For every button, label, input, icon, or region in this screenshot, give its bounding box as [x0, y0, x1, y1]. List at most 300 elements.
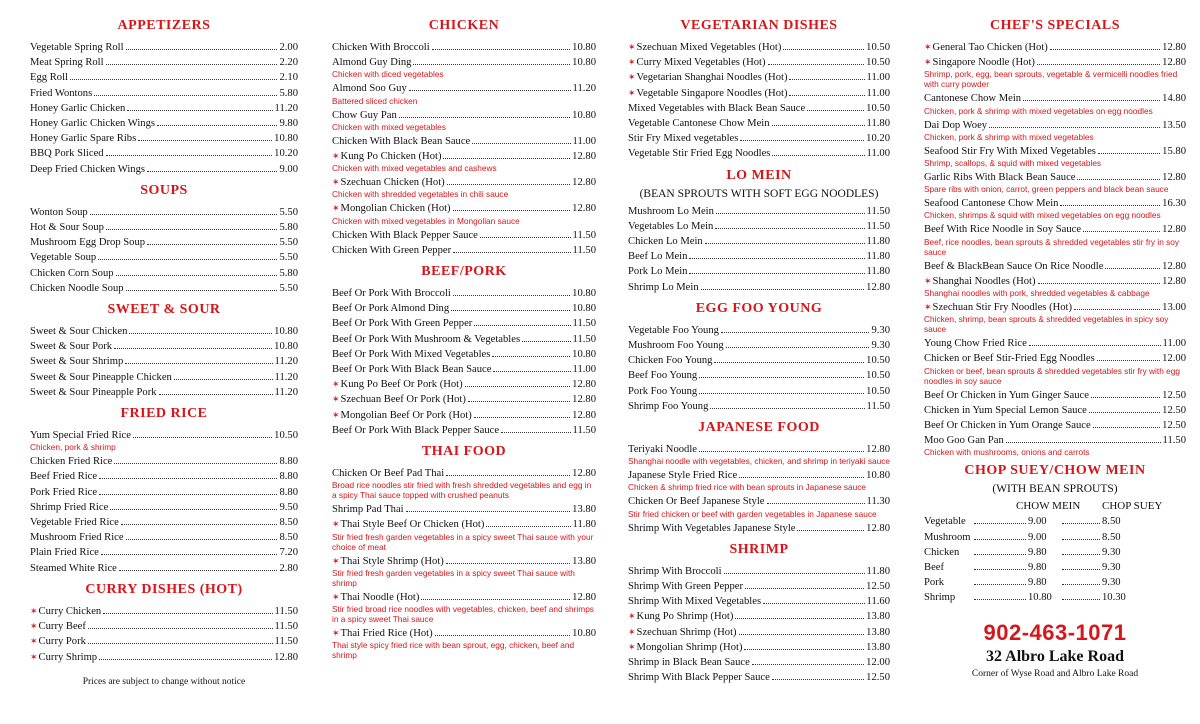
item-description: Stir fried chicken or beef with garden vegetables in Japanese sauce [628, 508, 877, 519]
chop-suey-price: 10.30 [1102, 592, 1126, 604]
menu-item [332, 40, 596, 55]
menu-item [628, 219, 890, 234]
item-description: Stir fried fresh garden vegetables in a spicy sweet Thai sauce with shrimp [332, 567, 575, 588]
hot-pepper-icon: ✶ [628, 57, 636, 68]
leader-dots [126, 539, 278, 540]
menu-item [30, 634, 298, 649]
item-price: 12.80 [572, 591, 596, 603]
item-name: Shrimp [924, 592, 956, 604]
item-description: Spare ribs with onion, carrot, green peppers and black bean sauce [924, 184, 1169, 195]
leader-dots [106, 64, 278, 65]
leader-dots [989, 127, 1160, 128]
menu-item [30, 561, 298, 576]
item-name: Shrimp in Black Bean Sauce [628, 657, 750, 669]
leader-dots [399, 117, 570, 118]
item-name: Beef & BlackBean Sauce On Rice Noodle [924, 260, 1104, 272]
menu-item [332, 590, 596, 605]
section-title: BEEF/PORK [421, 264, 507, 280]
item-name: Yum Special Fried Rice [30, 430, 131, 442]
leader-dots [807, 110, 864, 111]
leader-dots [121, 524, 278, 525]
menu-item [332, 134, 596, 149]
item-price: 11.80 [866, 565, 890, 577]
item-name: Wonton Soup [30, 206, 88, 218]
item-name: General Tao Chicken (Hot) [932, 42, 1048, 53]
item-description: Chicken, pork & shrimp [30, 442, 116, 453]
item-description: Chicken, pork & shrimp with mixed vegetables on egg noodles [924, 105, 1153, 116]
menu-item [628, 70, 890, 85]
menu-item [628, 234, 890, 249]
menu-item [924, 336, 1186, 351]
item-name: Sweet & Sour Pork [30, 341, 113, 353]
item-name: BBQ Pork Sliced [30, 148, 104, 160]
leader-dots [99, 494, 277, 495]
leader-dots [480, 237, 571, 238]
hot-pepper-icon: ✶ [332, 379, 340, 390]
menu-item [332, 332, 596, 347]
leader-dots [90, 214, 278, 215]
item-name: Beef Or Pork With Green Pepper [332, 318, 473, 330]
hot-pepper-icon: ✶ [628, 87, 636, 98]
leader-dots [99, 659, 272, 660]
menu-item [628, 442, 890, 457]
item-price: 13.80 [572, 504, 596, 516]
leader-dots [453, 210, 571, 211]
item-description: Shrimp, scallops, & squid with mixed vegetables [924, 158, 1102, 169]
item-name: Mushroom [924, 531, 971, 543]
menu-item [30, 131, 298, 146]
item-description: Stir fried broad rice noodles with vegetables, chicken, beef and shrimps in a spicy sweet Thai sauce [332, 604, 594, 625]
item-price: 12.50 [1162, 389, 1186, 401]
menu-item [628, 353, 890, 368]
item-name: Shrimp With Green Pepper [628, 581, 744, 593]
chow-mein-header: CHOW MEIN [1016, 500, 1081, 513]
item-price: 12.80 [572, 203, 596, 215]
leader-dots [127, 110, 272, 111]
hot-pepper-icon: ✶ [30, 605, 38, 616]
section-title: SOUPS [140, 182, 188, 198]
item-description: Chicken, shrimps & squid with mixed vegetables on egg noodles [924, 210, 1161, 221]
item-price: 11.80 [866, 236, 890, 248]
item-price: 10.50 [866, 102, 890, 114]
leader-dots [125, 363, 272, 364]
leader-dots [70, 79, 277, 80]
item-name: Meat Spring Roll [30, 57, 104, 69]
leader-dots [116, 275, 278, 276]
item-name: Kung Po Shrimp (Hot) [636, 611, 734, 623]
leader-dots [94, 95, 277, 96]
chow-mein-price: 10.80 [1028, 592, 1052, 604]
chop-suey-header [924, 499, 1186, 514]
item-name: Beef Lo Mein [628, 251, 688, 263]
menu-item [628, 368, 890, 383]
chop-suey-section [924, 463, 1186, 605]
leader-dots [772, 155, 864, 156]
japanese-section [628, 420, 890, 536]
thai-section [332, 444, 596, 660]
item-price: 9.00 [279, 163, 298, 175]
menu-item [30, 220, 298, 235]
item-price: 10.80 [572, 348, 596, 360]
item-price: 2.80 [279, 562, 298, 574]
hot-pepper-icon: ✶ [924, 42, 932, 52]
leader-dots [1097, 360, 1160, 361]
menu-item [628, 146, 890, 161]
hot-pepper-icon: ✶ [332, 394, 340, 405]
leader-dots [451, 310, 570, 311]
item-name: Shrimp Pad Thai [332, 504, 404, 516]
item-price: 7.20 [279, 547, 298, 559]
leader-dots [701, 289, 865, 290]
menu-item [628, 625, 890, 640]
menu-item [628, 338, 890, 353]
item-name: Shrimp With Mixed Vegetables [628, 596, 762, 608]
hot-pepper-icon: ✶ [30, 636, 38, 647]
hot-pepper-icon: ✶ [332, 409, 340, 420]
leader-dots [752, 664, 864, 665]
item-name: Vegetable Singapore Noodles (Hot) [636, 87, 788, 99]
hot-pepper-icon: ✶ [332, 177, 340, 188]
item-name: Sweet & Sour Chicken [30, 326, 128, 338]
item-price: 10.80 [572, 628, 596, 640]
chop-suey-row [924, 590, 1186, 605]
leader-dots [716, 213, 865, 214]
leader-dots [432, 49, 571, 50]
chow-mein-price: 9.80 [1028, 562, 1047, 574]
chop-suey-row [924, 514, 1186, 529]
address: 32 Albro Lake Road [986, 647, 1124, 665]
menu-item [628, 579, 890, 594]
menu-item [628, 468, 890, 483]
item-price: 11.00 [572, 364, 596, 376]
item-price: 10.50 [866, 42, 890, 53]
leader-dots [147, 244, 277, 245]
leader-dots [789, 79, 864, 80]
leader-dots [472, 143, 570, 144]
hot-pepper-icon: ✶ [332, 591, 340, 602]
item-name: Vegetable Foo Young [628, 324, 719, 336]
item-name: Szechuan Mixed Vegetables (Hot) [636, 42, 782, 53]
menu-item [628, 55, 890, 70]
menu-item [924, 259, 1186, 274]
chop-suey-price: 8.50 [1102, 516, 1121, 528]
item-price: 5.80 [279, 267, 298, 279]
item-price: 10.20 [866, 133, 890, 145]
item-name: Shrimp Foo Young [628, 400, 709, 412]
item-description: Shanghai noodle with vegetables, chicken, and shrimp in teriyaki sauce [628, 456, 890, 467]
item-price: 12.80 [572, 409, 596, 421]
leader-dots [1037, 64, 1160, 65]
leader-dots [1062, 569, 1100, 570]
item-price: 10.20 [274, 148, 298, 160]
menu-item [628, 494, 890, 509]
beef-pork-section [332, 264, 596, 438]
menu-item [332, 626, 596, 641]
menu-item [628, 594, 890, 609]
section-subtitle: (BEAN SPROUTS WITH SOFT EGG NOODLES) [639, 187, 879, 200]
item-price: 12.80 [1162, 172, 1186, 184]
menu-item [924, 196, 1186, 211]
item-name: Mongolian Chicken (Hot) [340, 203, 451, 215]
leader-dots [106, 229, 278, 230]
hot-pepper-icon: ✶ [30, 651, 38, 662]
corner-note: Corner of Wyse Road and Albro Lake Road [971, 668, 1139, 679]
menu-item [30, 205, 298, 220]
leader-dots [740, 140, 864, 141]
menu-item [628, 640, 890, 655]
leader-dots [443, 158, 570, 159]
item-price: 11.20 [274, 386, 298, 398]
item-description: Thai style spicy fried rice with bean sprout, egg, chicken, beef and shrimp [332, 640, 575, 661]
hot-pepper-icon: ✶ [628, 641, 636, 652]
menu-item [30, 619, 298, 634]
item-price: 12.80 [572, 151, 596, 163]
leader-dots [714, 362, 864, 363]
item-name: Chicken With Black Bean Sauce [332, 135, 471, 147]
item-price: 12.80 [572, 468, 596, 480]
leader-dots [715, 228, 864, 229]
section-title: FRIED RICE [120, 406, 208, 422]
item-name: Mixed Vegetables with Black Bean Sauce [628, 102, 806, 114]
hot-pepper-icon: ✶ [924, 57, 932, 68]
section-title: SHRIMP [729, 541, 789, 557]
hot-pepper-icon: ✶ [628, 626, 636, 637]
item-price: 8.80 [279, 486, 298, 498]
item-name: Chicken Or Beef Pad Thai [332, 468, 445, 480]
leader-dots [699, 377, 864, 378]
item-name: Beef Or Pork With Black Pepper Sauce [332, 424, 500, 436]
leader-dots [447, 184, 570, 185]
menu-item [924, 300, 1186, 315]
menu-item [332, 108, 596, 123]
hot-pepper-icon: ✶ [924, 302, 932, 313]
item-name: Sweet & Sour Pineapple Chicken [30, 371, 172, 383]
leader-dots [699, 451, 864, 452]
leader-dots [974, 599, 1026, 600]
item-name: Dai Dop Woey [924, 119, 988, 131]
menu-item [628, 399, 890, 414]
menu-item [628, 86, 890, 101]
menu-item [30, 385, 298, 400]
hot-pepper-icon: ✶ [628, 42, 636, 52]
section-title: CHEF'S SPECIALS [989, 18, 1121, 33]
item-price: 13.80 [866, 641, 890, 653]
leader-dots [1062, 599, 1100, 600]
item-price: 2.20 [279, 57, 298, 69]
item-price: 11.00 [866, 87, 890, 99]
appetizers-section [30, 18, 298, 177]
menu-item [332, 362, 596, 377]
leader-dots [110, 509, 277, 510]
menu-item [332, 392, 596, 407]
menu-item [30, 86, 298, 101]
leader-dots [486, 526, 570, 527]
menu-item [628, 264, 890, 279]
item-price: 10.50 [866, 385, 890, 397]
item-description: Chicken with mixed vegetables in Mongolian sauce [332, 215, 520, 226]
item-name: Thai Fried Rice (Hot) [340, 628, 433, 640]
item-price: 12.50 [1162, 420, 1186, 432]
leader-dots [159, 394, 273, 395]
item-price: 2.00 [279, 42, 298, 53]
price-note: Prices are subject to change without notice [82, 676, 246, 687]
leader-dots [522, 341, 570, 342]
item-name: Beef Foo Young [628, 370, 698, 382]
leader-dots [446, 563, 570, 564]
item-price: 10.50 [866, 57, 890, 69]
item-name: Shrimp Lo Mein [628, 281, 699, 293]
chow-mein-price: 9.00 [1028, 531, 1047, 543]
leader-dots [474, 417, 570, 418]
lo-mein-section [628, 168, 890, 295]
menu-item [924, 274, 1186, 289]
item-name: Chicken [924, 546, 960, 558]
item-price: 10.80 [274, 133, 298, 145]
leader-dots [157, 125, 277, 126]
item-name: Steamed White Rice [30, 562, 117, 574]
menu-item [628, 384, 890, 399]
menu-item [332, 55, 596, 70]
chop-suey-price: 8.50 [1102, 531, 1121, 543]
section-title: JAPANESE FOOD [698, 420, 820, 436]
menu-item [30, 370, 298, 385]
item-name: Beef Or Chicken in Yum Orange Sauce [924, 420, 1091, 432]
item-price: 11.80 [572, 519, 596, 531]
menu-item [628, 323, 890, 338]
menu-item [332, 286, 596, 301]
item-name: Vegetables Lo Mein [628, 220, 714, 232]
section-title: CURRY DISHES (HOT) [85, 581, 243, 597]
menu-item [332, 301, 596, 316]
item-price: 11.50 [866, 205, 890, 217]
item-name: Thai Style Beef Or Chicken (Hot) [340, 519, 485, 531]
item-name: Thai Noodle (Hot) [340, 591, 420, 603]
menu-item [628, 280, 890, 295]
item-name: Honey Garlic Spare Ribs [30, 133, 137, 145]
item-price: 11.00 [1162, 338, 1186, 350]
leader-dots [413, 64, 570, 65]
menu-item [30, 146, 298, 161]
item-price: 11.00 [572, 135, 596, 147]
item-name: Chicken Or Beef Japanese Style [628, 496, 765, 508]
item-name: Szechuan Stir Fry Noodles (Hot) [932, 302, 1073, 314]
hot-pepper-icon: ✶ [332, 151, 340, 162]
chop-suey-row [924, 545, 1186, 560]
item-price: 12.00 [1162, 353, 1186, 365]
leader-dots [492, 356, 570, 357]
item-name: Sweet & Sour Pineapple Pork [30, 386, 157, 398]
egg-foo-young-section [628, 301, 890, 414]
item-price: 12.50 [866, 581, 890, 593]
menu-item [924, 351, 1186, 366]
section-title: THAI FOOD [421, 444, 507, 460]
item-price: 13.50 [1162, 119, 1186, 131]
leader-dots [1006, 442, 1161, 443]
item-price: 10.80 [572, 288, 596, 300]
item-name: Vegetable Stir Fried Egg Noodles [628, 148, 771, 160]
item-price: 13.80 [572, 555, 596, 567]
leader-dots [106, 155, 273, 156]
item-description: Chicken, shrimp, bean sprouts & shredded vegetables in spicy soy sauce [924, 314, 1169, 335]
leader-dots [126, 49, 278, 50]
leader-dots [974, 569, 1026, 570]
item-price: 11.20 [572, 83, 596, 95]
leader-dots [1098, 153, 1160, 154]
leader-dots [1091, 397, 1160, 398]
leader-dots [739, 634, 865, 635]
item-name: Pork Fried Rice [30, 486, 98, 498]
leader-dots [1050, 49, 1160, 50]
menu-item [332, 517, 596, 532]
leader-dots [406, 511, 571, 512]
item-name: Beef [924, 562, 944, 574]
menu-item [332, 408, 596, 423]
leader-dots [974, 584, 1026, 585]
hot-pepper-icon: ✶ [332, 555, 340, 566]
item-name: Vegetable Fried Rice [30, 517, 119, 529]
item-name: Chicken Fried Rice [30, 456, 113, 468]
menu-item [30, 454, 298, 469]
item-description: Chicken, pork & shrimp with mixed vegetables [924, 131, 1094, 142]
menu-item [924, 388, 1186, 403]
item-name: Curry Mixed Vegetables (Hot) [636, 57, 766, 69]
item-price: 12.80 [572, 394, 596, 406]
section-title: CHICKEN [428, 18, 500, 33]
menu-item [924, 91, 1186, 106]
item-price: 8.50 [279, 517, 298, 529]
item-price: 11.50 [572, 333, 596, 345]
leader-dots [974, 554, 1026, 555]
section-title: EGG FOO YOUNG [695, 300, 823, 316]
leader-dots [1062, 584, 1100, 585]
leader-dots [101, 554, 278, 555]
leader-dots [689, 273, 864, 274]
item-price: 11.50 [572, 318, 596, 330]
column-3 [614, 12, 914, 716]
menu-item [30, 250, 298, 265]
item-price: 11.60 [866, 596, 890, 608]
leader-dots [1029, 345, 1161, 346]
curry-section [30, 582, 298, 665]
item-name: Mongolian Shrimp (Hot) [636, 641, 743, 653]
column-1 [14, 12, 314, 716]
leader-dots [1105, 268, 1160, 269]
menu-item [332, 502, 596, 517]
item-price: 11.50 [572, 424, 596, 436]
menu-item [30, 604, 298, 619]
leader-dots [772, 125, 865, 126]
leader-dots [745, 588, 864, 589]
leader-dots [88, 643, 273, 644]
vegetarian-section [628, 18, 890, 162]
item-name: Chicken Corn Soup [30, 267, 114, 279]
item-price: 13.80 [866, 626, 890, 638]
item-name: Cantonese Chow Mein [924, 93, 1022, 105]
item-description: Beef, rice noodles, bean sprouts & shredded vegetables stir fry in soy sauce [924, 236, 1180, 257]
item-price: 12.80 [866, 281, 890, 293]
leader-dots [114, 463, 277, 464]
leader-dots [689, 258, 864, 259]
item-name: Szechuan Chicken (Hot) [340, 177, 445, 189]
item-price: 12.80 [1162, 224, 1186, 236]
chop-suey-price: 9.30 [1102, 562, 1121, 574]
item-name: Pork [924, 577, 945, 589]
hot-pepper-icon: ✶ [628, 72, 636, 83]
menu-item [628, 40, 890, 55]
section-title: LO MEIN [726, 167, 792, 183]
item-name: Garlic Ribs With Black Bean Sauce [924, 172, 1076, 184]
item-description: Chicken with mixed vegetables and cashews [332, 163, 497, 174]
